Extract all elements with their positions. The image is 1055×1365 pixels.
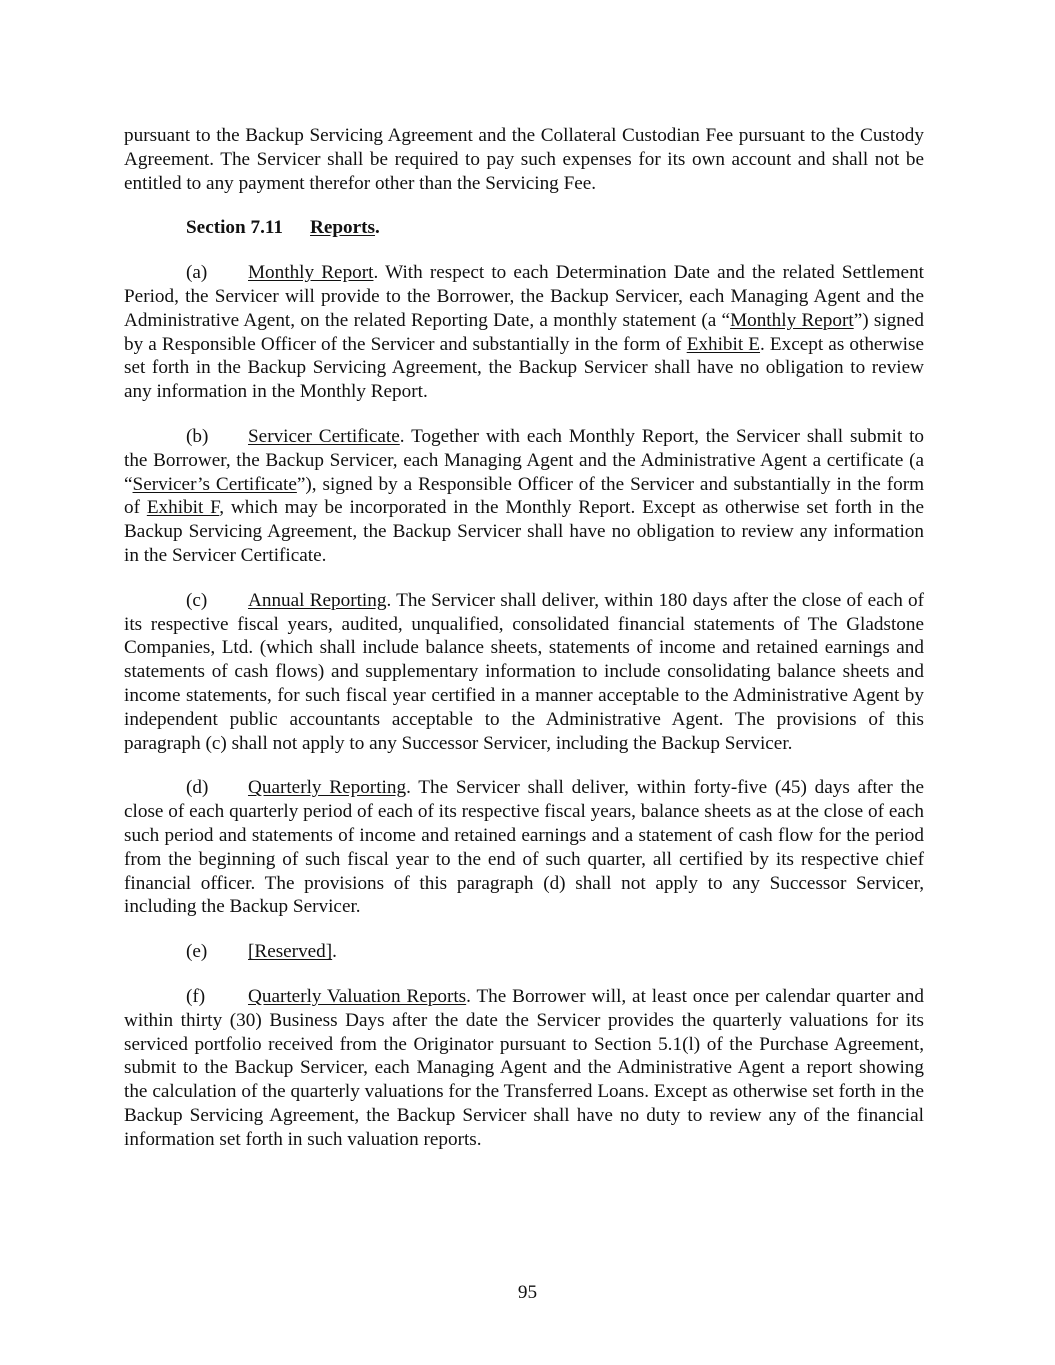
defined-term: Servicer’s Certificate <box>132 473 297 495</box>
exhibit-reference: Exhibit F <box>146 497 220 519</box>
exhibit-reference: Exhibit E <box>686 333 761 355</box>
paragraph-text: . The Borrower will, at least once per calendar quarter and within thirty (30) Business Days after the date the Servicer provides the quarterly valuations for its serviced portfolio received from the Originator pursuant to Section 5.1(l) of the Purchase Agreement, submit to the Backup Servicer, each Managing Agent and the Administrative Agent a report showing the calculation of the quarterly valuations for the Transferred Loans. Except as otherwise set forth in the Backup Servicing Agreement, the Backup Servicer shall have no duty to review any of the financial information set forth in such valuation reports. <box>124 985 924 1150</box>
paragraph-title: Servicer Certificate <box>248 425 400 447</box>
paragraph-title: [Reserved] <box>248 941 333 963</box>
document-page <box>124 124 924 1151</box>
paragraph-text: ”), signed by a Responsible Officer of the Servicer and substantially in the form of <box>124 473 925 519</box>
page-number: 95 <box>517 1282 538 1303</box>
paragraph-label: (f) <box>186 985 206 1007</box>
continuation-paragraph: pursuant to the Backup Servicing Agreement and the Collateral Custodian Fee pursuant to the Custody Agreement. The Servicer shall be required to pay such expenses for its own account and shall not be entitled to any payment therefor other than the Servicing Fee. <box>124 125 924 194</box>
section-title: Reports <box>310 217 376 239</box>
paragraph-c <box>124 589 924 756</box>
paragraph-text: . The Servicer shall deliver, within 180 days after the close of each of its respective fiscal years, audited, unqualified, consolidated financial statements of The Gladstone Companies, Ltd. (which shall include balance sheets, statements of income and retained earnings and statements of cash flows) and supplementary information to include consolidating balance sheets and income statements, for such fiscal year certified in a manner acceptable to the Administrative Agent by independent public accountants acceptable to the Administrative Agent. The provisions of this paragraph (c) shall not apply to any Successor Servicer, including the Backup Servicer. <box>124 589 924 754</box>
paragraph-text: . Except as otherwise set forth in the Backup Servicing Agreement, the Backup Servicer shall have no obligation to review any information in the Monthly Report. <box>124 333 924 403</box>
section-heading <box>124 216 924 240</box>
paragraph-d <box>124 776 924 919</box>
paragraph-title: Monthly Report <box>248 262 374 284</box>
paragraph-a <box>124 261 924 404</box>
paragraph-label: (d) <box>186 777 209 799</box>
paragraph-label: (a) <box>186 262 208 284</box>
paragraph-title: Quarterly Valuation Reports <box>248 985 467 1007</box>
paragraph-text: . With respect to each Determination Date and the related Settlement Period, the Servicer will provide to the Borrower, the Backup Servicer, each Managing Agent and the Administrative Agent, on the related Reporting Date, a monthly statement (a “ <box>124 262 924 331</box>
paragraph-title: Annual Reporting <box>248 589 387 611</box>
paragraph-text: ”) signed by a Responsible Officer of the Servicer and substantially in the form of <box>124 309 924 355</box>
section-title-suffix: . <box>375 217 380 239</box>
paragraph-label: (e) <box>186 941 208 963</box>
paragraph-b <box>124 425 924 568</box>
defined-term: Monthly Report <box>730 309 854 331</box>
paragraph-text: . <box>332 941 337 963</box>
paragraph-f <box>124 985 924 1152</box>
paragraph-text: . Together with each Monthly Report, the Servicer shall submit to the Borrower, the Backup Servicer, each Managing Agent and the Administrative Agent a certificate (a “ <box>124 425 924 495</box>
paragraph-e <box>124 940 924 964</box>
paragraph-label: (c) <box>186 589 208 611</box>
paragraph-text: . The Servicer shall deliver, within forty-five (45) days after the close of each quarterly period of each of its respective fiscal years, balance sheets as at the close of each such period and statements of income and retained earnings and a statement of cash flow for the period from the beginning of such fiscal year to the end of such quarter, all certified by its respective chief financial officer. The provisions of this paragraph (d) shall not apply to any Successor Servicer, including the Backup Servicer. <box>124 777 924 918</box>
paragraph-text: , which may be incorporated in the Monthly Report. Except as otherwise set forth in the Backup Servicing Agreement, the Backup Servicer shall have no obligation to review any information in the Servicer Certificate. <box>124 497 924 566</box>
paragraph-title: Quarterly Reporting <box>248 777 407 799</box>
section-number: Section 7.11 <box>186 217 284 239</box>
paragraph-label: (b) <box>186 425 209 447</box>
